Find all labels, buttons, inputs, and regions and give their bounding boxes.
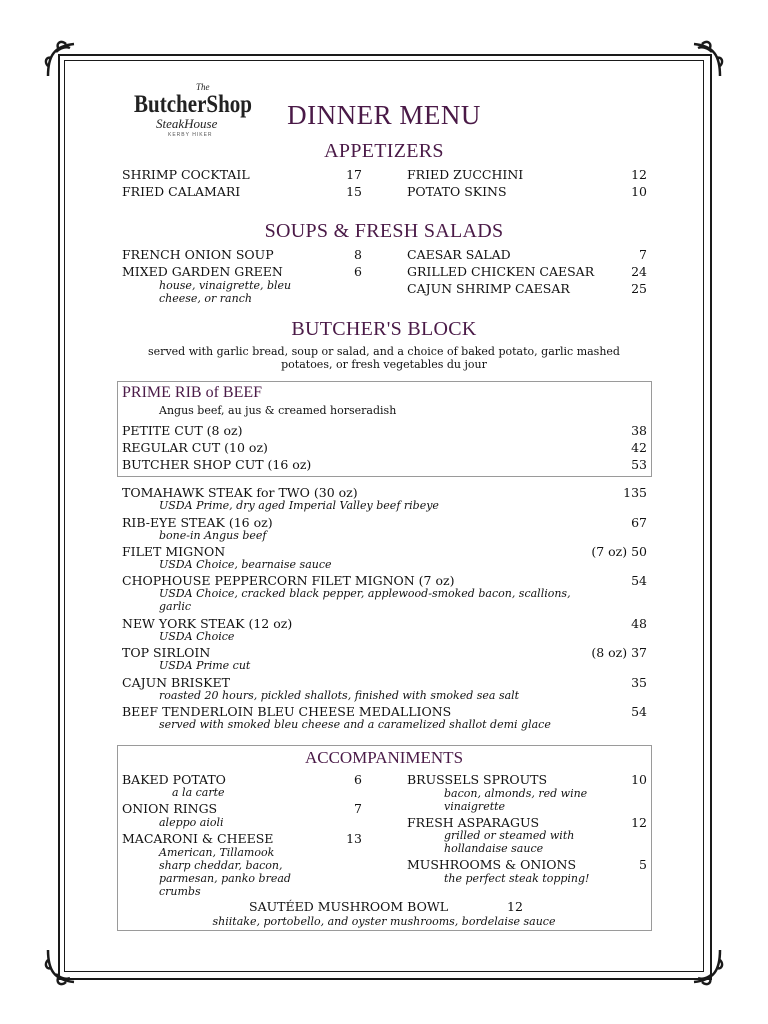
- menu-item-name: POTATO SKINS: [407, 184, 507, 199]
- menu-item-name: CAESAR SALAD: [407, 247, 511, 262]
- menu-item-name: BEEF TENDERLOIN BLEU CHEESE MEDALLIONS: [122, 704, 452, 719]
- menu-item-description: bone-in Angus beef: [159, 529, 267, 542]
- menu-item-price: 5: [639, 857, 647, 872]
- menu-item-description: shiitake, portobello, and oyster mushrooms, bordelaise sauce: [212, 915, 556, 928]
- menu-item-description: cheese, or ranch: [159, 292, 252, 305]
- menu-item-description: crumbs: [159, 885, 201, 898]
- section-title-appetizers: APPETIZERS: [324, 140, 444, 162]
- menu-item-price: 10: [631, 772, 647, 787]
- menu-item-name: SAUTÉED MUSHROOM BOWL: [249, 899, 448, 914]
- menu-item-name: FRIED ZUCCHINI: [407, 167, 524, 182]
- section-title-butchers-block: BUTCHER'S BLOCK: [291, 318, 477, 340]
- menu-item-price: 67: [631, 515, 647, 530]
- menu-item-description: hollandaise sauce: [444, 842, 544, 855]
- menu-item-description: parmesan, panko bread: [159, 872, 291, 885]
- menu-item-description: the perfect steak topping!: [444, 872, 590, 885]
- section-note: potatoes, or fresh vegetables du jour: [281, 358, 487, 371]
- menu-item-description: a la carte: [172, 786, 225, 799]
- menu-item-name: CAJUN BRISKET: [122, 675, 230, 690]
- corner-ornament-top-left: [40, 36, 86, 82]
- menu-item-name: MIXED GARDEN GREEN: [122, 264, 283, 279]
- menu-item-name: BAKED POTATO: [122, 772, 226, 787]
- logo-wordmark: ButcherShop: [134, 91, 252, 118]
- menu-item-price: 38: [631, 423, 647, 438]
- corner-ornament-top-right: [682, 36, 728, 82]
- logo-tagline: KERBY HIKER: [168, 132, 213, 138]
- menu-item-description: garlic: [159, 600, 192, 613]
- menu-item-description: USDA Choice, cracked black pepper, applewood-smoked bacon, scallions,: [159, 587, 571, 600]
- menu-item-name: FRIED CALAMARI: [122, 184, 241, 199]
- menu-item-description: American, Tillamook: [159, 846, 275, 859]
- prime-rib-description: Angus beef, au jus & creamed horseradish: [159, 404, 397, 417]
- menu-item-name: FILET MIGNON: [122, 544, 226, 559]
- menu-item-name: NEW YORK STEAK (12 oz): [122, 616, 293, 631]
- menu-item-price: 35: [631, 675, 647, 690]
- logo-subtitle: SteakHouse: [156, 116, 218, 131]
- menu-item-name: TOP SIRLOIN: [122, 645, 211, 660]
- menu-item-description: vinaigrette: [444, 800, 506, 813]
- menu-item-price: 8: [354, 247, 362, 262]
- menu-item-description: house, vinaigrette, bleu: [159, 279, 292, 292]
- menu-item-description: bacon, almonds, red wine: [444, 787, 588, 800]
- corner-ornament-bottom-left: [40, 944, 86, 990]
- menu-item-price: 53: [631, 457, 647, 472]
- menu-item-price: 7: [639, 247, 647, 262]
- menu-item-price: 25: [631, 281, 647, 296]
- section-title-accompaniments: ACCOMPANIMENTS: [304, 748, 464, 767]
- menu-item-name: GRILLED CHICKEN CAESAR: [407, 264, 595, 279]
- menu-item-name: BUTCHER SHOP CUT (16 oz): [122, 457, 312, 472]
- menu-item-price: 10: [631, 184, 647, 199]
- menu-item-name: MUSHROOMS & ONIONS: [407, 857, 577, 872]
- menu-item-price: 15: [346, 184, 362, 199]
- menu-item-price: 42: [631, 440, 647, 455]
- menu-item-price: 54: [631, 704, 647, 719]
- logo-small-top: The: [196, 82, 210, 92]
- menu-item-price: 12: [631, 167, 647, 182]
- section-note: served with garlic bread, soup or salad, and a choice of baked potato, garlic mashed: [148, 345, 620, 358]
- menu-item-name: REGULAR CUT (10 oz): [122, 440, 268, 455]
- menu-item-price: 12: [631, 815, 647, 830]
- page-title: DINNER MENU: [287, 100, 481, 130]
- menu-item-price: 135: [623, 485, 647, 500]
- menu-item-name: ONION RINGS: [122, 801, 218, 816]
- menu-item-price: 13: [346, 831, 362, 846]
- menu-item-name: RIB-EYE STEAK (16 oz): [122, 515, 273, 530]
- menu-item-name: TOMAHAWK STEAK for TWO (30 oz): [122, 485, 358, 500]
- menu-item-description: grilled or steamed with: [444, 829, 575, 842]
- menu-item-name: PETITE CUT (8 oz): [122, 423, 243, 438]
- menu-item-price: 48: [631, 616, 647, 631]
- prime-rib-title: PRIME RIB of BEEF: [122, 384, 263, 401]
- menu-item-description: USDA Choice: [159, 630, 235, 643]
- section-title-soups-salads: SOUPS & FRESH SALADS: [264, 220, 504, 242]
- menu-item-price: (8 oz) 37: [591, 645, 647, 660]
- menu-item-description: USDA Choice, bearnaise sauce: [159, 558, 332, 571]
- menu-item-name: FRESH ASPARAGUS: [407, 815, 540, 830]
- menu-item-price: 54: [631, 573, 647, 588]
- menu-item-description: roasted 20 hours, pickled shallots, finished with smoked sea salt: [159, 689, 520, 702]
- menu-item-name: MACARONI & CHEESE: [122, 831, 274, 846]
- menu-item-description: sharp cheddar, bacon,: [159, 859, 283, 872]
- menu-item-description: aleppo aioli: [159, 816, 224, 829]
- menu-item-price: 17: [346, 167, 362, 182]
- menu-item-name: BRUSSELS SPROUTS: [407, 772, 548, 787]
- menu-item-name: CAJUN SHRIMP CAESAR: [407, 281, 570, 296]
- menu-item-description: USDA Prime cut: [159, 659, 251, 672]
- menu-item-price: 7: [354, 801, 362, 816]
- menu-item-price: 24: [631, 264, 647, 279]
- menu-item-name: SHRIMP COCKTAIL: [122, 167, 250, 182]
- menu-item-price: 12: [507, 899, 523, 914]
- menu-item-description: USDA Prime, dry aged Imperial Valley beef ribeye: [159, 499, 439, 512]
- menu-item-name: CHOPHOUSE PEPPERCORN FILET MIGNON (7 oz): [122, 573, 455, 588]
- menu-item-name: FRENCH ONION SOUP: [122, 247, 274, 262]
- menu-item-price: 6: [354, 772, 362, 787]
- menu-item-price: (7 oz) 50: [591, 544, 647, 559]
- menu-item-price: 6: [354, 264, 362, 279]
- corner-ornament-bottom-right: [682, 944, 728, 990]
- menu-item-description: served with smoked bleu cheese and a caramelized shallot demi glace: [159, 718, 551, 731]
